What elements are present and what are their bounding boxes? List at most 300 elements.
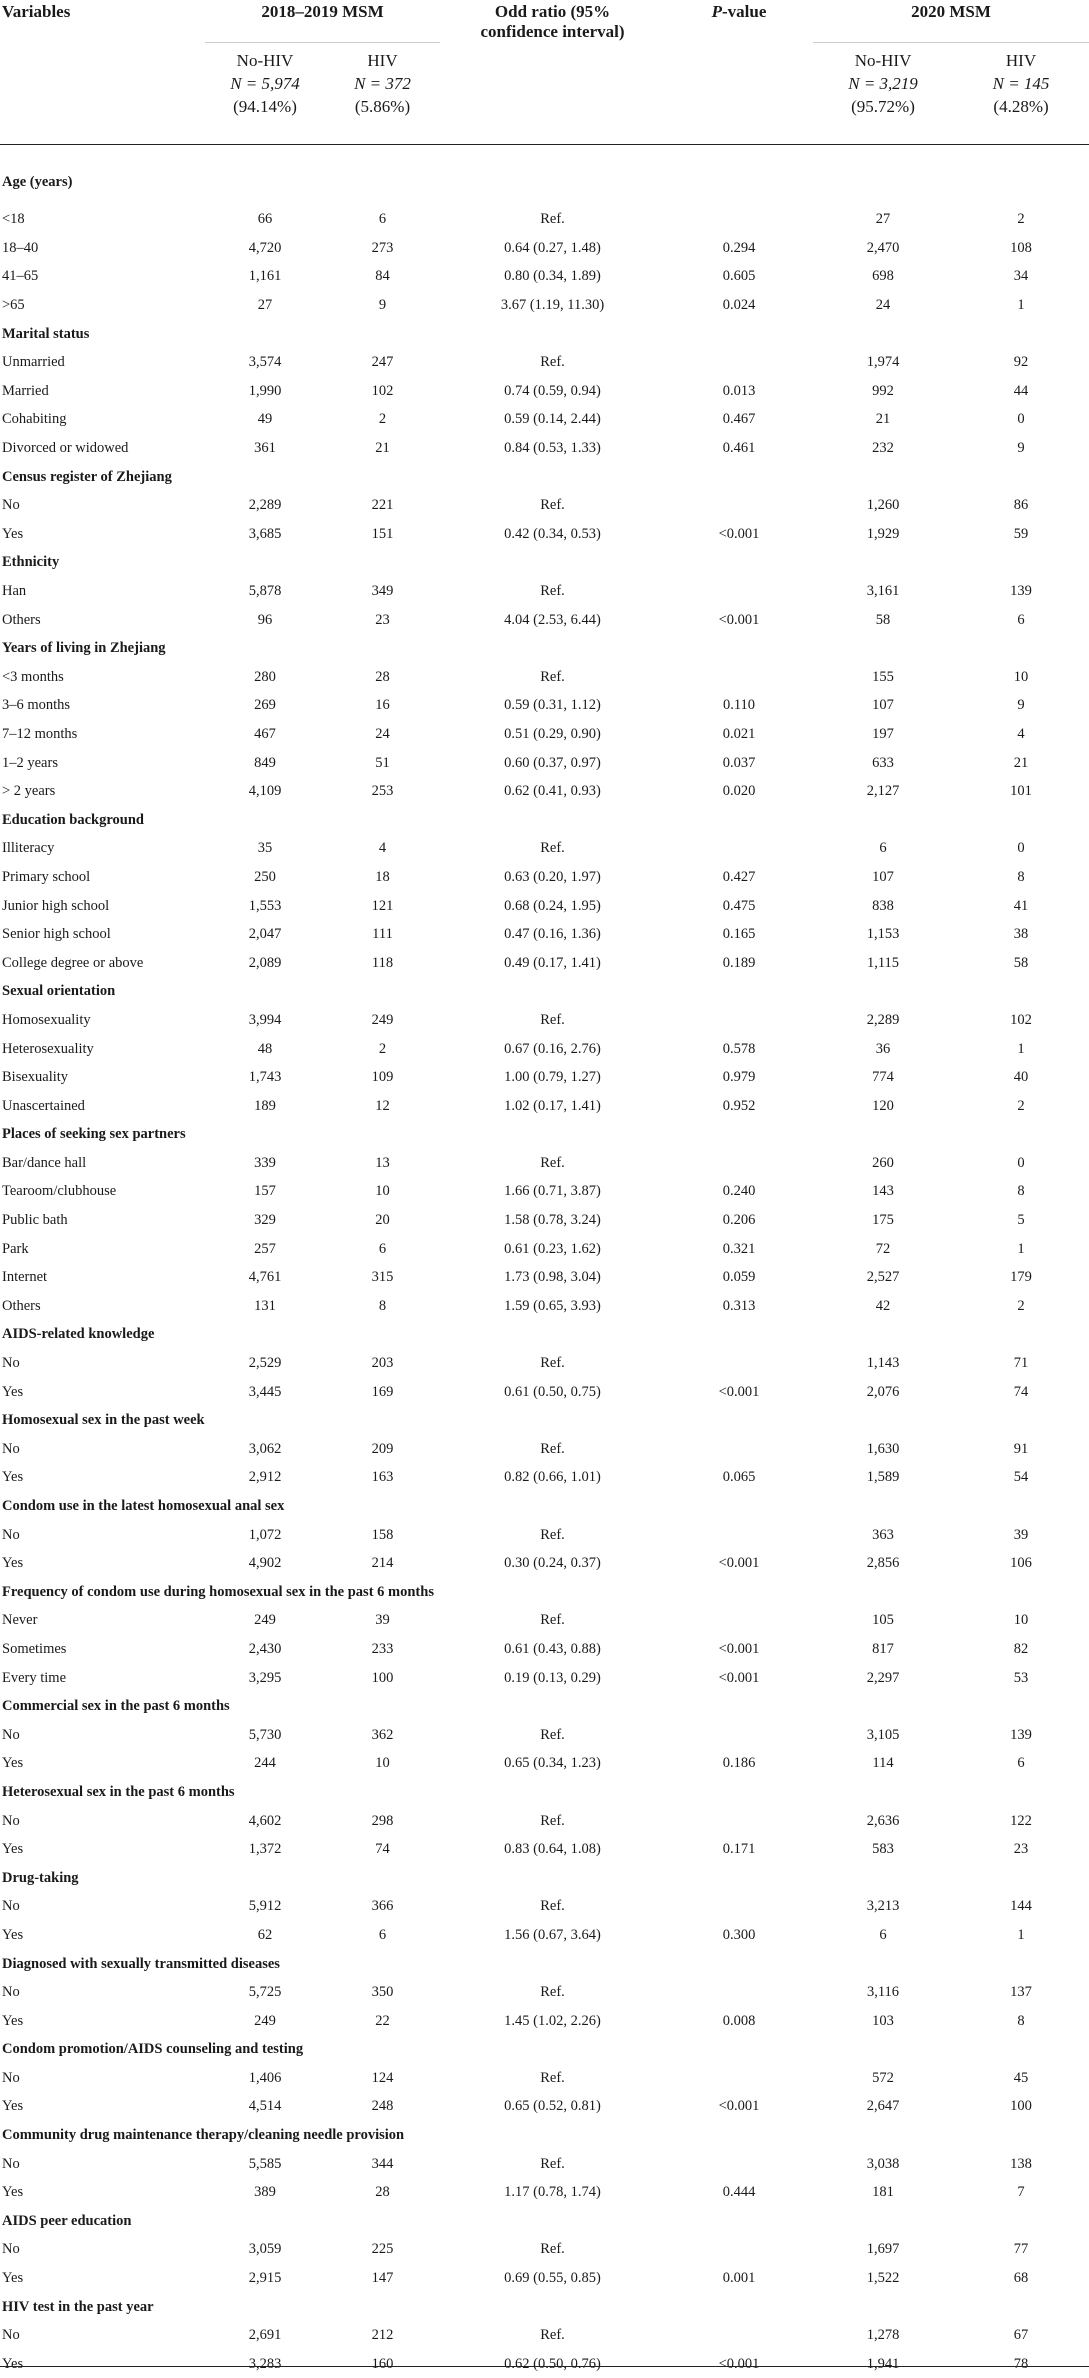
- cell-2020-hiv: 21: [953, 748, 1089, 777]
- section-row: [0, 2207, 1089, 2236]
- cell-2020-hiv: 23: [953, 1835, 1089, 1864]
- cell-2020-hiv: 144: [953, 1892, 1089, 1921]
- section-label: Community drug maintenance therapy/cleaning needle provision: [0, 2121, 1089, 2150]
- cell-p-value: <0.001: [665, 520, 813, 549]
- cell-odd-ratio: Ref.: [440, 1892, 665, 1921]
- cell-2018-hiv: 124: [325, 2064, 440, 2093]
- cell-p-value: 0.171: [665, 1835, 813, 1864]
- section-label: Age (years): [0, 145, 1089, 206]
- cell-2018-hiv: 2: [325, 405, 440, 434]
- row-label: Public bath: [0, 1206, 205, 1235]
- cell-2018-hiv: 315: [325, 1263, 440, 1292]
- table-row: [0, 2092, 1089, 2121]
- cell-2020-hiv: 1: [953, 291, 1089, 320]
- table-row: [0, 891, 1089, 920]
- row-label: No: [0, 2149, 205, 2178]
- cell-p-value: 0.979: [665, 1063, 813, 1092]
- cell-2018-no-hiv: 849: [205, 748, 325, 777]
- cell-odd-ratio: Ref.: [440, 348, 665, 377]
- cell-2018-hiv: 350: [325, 1978, 440, 2007]
- row-label: Junior high school: [0, 891, 205, 920]
- cell-2020-hiv: 38: [953, 920, 1089, 949]
- cell-2020-hiv: 8: [953, 863, 1089, 892]
- cell-2018-no-hiv: 361: [205, 434, 325, 463]
- cell-2020-hiv: 100: [953, 2092, 1089, 2121]
- section-row: [0, 1578, 1089, 1607]
- cell-2018-no-hiv: 2,047: [205, 920, 325, 949]
- section-label: Homosexual sex in the past week: [0, 1406, 1089, 1435]
- table-row: [0, 1749, 1089, 1778]
- table-row: [0, 863, 1089, 892]
- cell-p-value: 0.475: [665, 891, 813, 920]
- section-label: Commercial sex in the past 6 months: [0, 1692, 1089, 1721]
- cell-p-value: 0.467: [665, 405, 813, 434]
- subheader-label: HIV: [325, 49, 440, 72]
- cell-2018-no-hiv: 1,990: [205, 377, 325, 406]
- cell-p-value: <0.001: [665, 2350, 813, 2378]
- cell-2018-hiv: 249: [325, 1006, 440, 1035]
- subheader-2020-hiv: [953, 43, 1089, 145]
- cell-p-value: [665, 1978, 813, 2007]
- cell-2018-no-hiv: 2,691: [205, 2321, 325, 2350]
- cell-odd-ratio: 0.60 (0.37, 0.97): [440, 748, 665, 777]
- cell-2020-hiv: 2: [953, 205, 1089, 234]
- cell-2018-hiv: 366: [325, 1892, 440, 1921]
- row-label: Park: [0, 1234, 205, 1263]
- table-row: [0, 2350, 1089, 2378]
- section-label: Condom promotion/AIDS counseling and testing: [0, 2035, 1089, 2064]
- cell-p-value: [665, 1806, 813, 1835]
- row-label: Yes: [0, 1835, 205, 1864]
- row-label: No: [0, 1520, 205, 1549]
- table-row: [0, 1091, 1089, 1120]
- row-label: College degree or above: [0, 948, 205, 977]
- cell-2020-no-hiv: 2,289: [813, 1006, 953, 1035]
- cell-2018-hiv: 212: [325, 2321, 440, 2350]
- table-row: [0, 1606, 1089, 1635]
- cell-2020-no-hiv: 42: [813, 1292, 953, 1321]
- cell-2018-no-hiv: 3,445: [205, 1377, 325, 1406]
- cell-2020-no-hiv: 107: [813, 691, 953, 720]
- section-label: Census register of Zhejiang: [0, 462, 1089, 491]
- row-label: Senior high school: [0, 920, 205, 949]
- cell-2018-hiv: 6: [325, 1921, 440, 1950]
- table-bottom-rule: [0, 2366, 1089, 2367]
- cell-odd-ratio: 0.61 (0.23, 1.62): [440, 1234, 665, 1263]
- table-row: [0, 2178, 1089, 2207]
- cell-p-value: 0.578: [665, 1034, 813, 1063]
- cell-p-value: 0.240: [665, 1177, 813, 1206]
- cell-2018-hiv: 9: [325, 291, 440, 320]
- table-row: [0, 434, 1089, 463]
- cell-p-value: [665, 1606, 813, 1635]
- cell-2020-hiv: 8: [953, 2006, 1089, 2035]
- table-row: [0, 1720, 1089, 1749]
- cell-2020-hiv: 54: [953, 1463, 1089, 1492]
- subheader-label: No-HIV: [813, 49, 953, 72]
- cell-2018-no-hiv: 249: [205, 1606, 325, 1635]
- cell-2020-no-hiv: 105: [813, 1606, 953, 1635]
- row-label: Heterosexuality: [0, 1034, 205, 1063]
- cell-odd-ratio: 0.19 (0.13, 0.29): [440, 1663, 665, 1692]
- cell-2018-no-hiv: 3,994: [205, 1006, 325, 1035]
- cell-2018-no-hiv: 27: [205, 291, 325, 320]
- cell-2020-no-hiv: 1,522: [813, 2264, 953, 2293]
- row-label: No: [0, 1435, 205, 1464]
- cell-2020-hiv: 41: [953, 891, 1089, 920]
- cell-odd-ratio: 0.51 (0.29, 0.90): [440, 720, 665, 749]
- cell-2020-hiv: 58: [953, 948, 1089, 977]
- cell-2018-no-hiv: 1,372: [205, 1835, 325, 1864]
- section-row: [0, 1778, 1089, 1807]
- row-label: Others: [0, 605, 205, 634]
- cell-odd-ratio: 0.74 (0.59, 0.94): [440, 377, 665, 406]
- subheader-n: N = 3,219: [813, 72, 953, 95]
- cell-p-value: 0.952: [665, 1091, 813, 1120]
- cell-odd-ratio: 1.56 (0.67, 3.64): [440, 1921, 665, 1950]
- section-row: [0, 1692, 1089, 1721]
- cell-2020-no-hiv: 143: [813, 1177, 953, 1206]
- cell-p-value: [665, 2321, 813, 2350]
- cell-2018-no-hiv: 2,089: [205, 948, 325, 977]
- cell-2018-hiv: 6: [325, 205, 440, 234]
- cell-2018-hiv: 28: [325, 663, 440, 692]
- cell-p-value: [665, 663, 813, 692]
- cell-2020-hiv: 1: [953, 1921, 1089, 1950]
- header-2020-msm: 2020 MSM: [813, 0, 1089, 43]
- cell-2020-no-hiv: 3,161: [813, 577, 953, 606]
- cell-2020-hiv: 59: [953, 520, 1089, 549]
- cell-odd-ratio: 0.30 (0.24, 0.37): [440, 1549, 665, 1578]
- cell-odd-ratio: 0.59 (0.14, 2.44): [440, 405, 665, 434]
- table-row: [0, 2235, 1089, 2264]
- cell-odd-ratio: 0.42 (0.34, 0.53): [440, 520, 665, 549]
- cell-2020-no-hiv: 24: [813, 291, 953, 320]
- cell-p-value: 0.059: [665, 1263, 813, 1292]
- cell-2018-no-hiv: 389: [205, 2178, 325, 2207]
- cell-odd-ratio: 1.02 (0.17, 1.41): [440, 1091, 665, 1120]
- cell-p-value: [665, 1720, 813, 1749]
- row-label: Yes: [0, 2092, 205, 2121]
- cell-2020-no-hiv: 583: [813, 1835, 953, 1864]
- cell-2018-hiv: 100: [325, 1663, 440, 1692]
- cell-p-value: <0.001: [665, 1663, 813, 1692]
- cell-2020-no-hiv: 107: [813, 863, 953, 892]
- cell-p-value: [665, 1520, 813, 1549]
- cell-2018-no-hiv: 249: [205, 2006, 325, 2035]
- cell-odd-ratio: 0.65 (0.34, 1.23): [440, 1749, 665, 1778]
- cell-2018-hiv: 24: [325, 720, 440, 749]
- cell-p-value: <0.001: [665, 2092, 813, 2121]
- table-row: [0, 1635, 1089, 1664]
- cell-odd-ratio: Ref.: [440, 1806, 665, 1835]
- cell-2018-hiv: 6: [325, 1234, 440, 1263]
- cell-2018-hiv: 121: [325, 891, 440, 920]
- cell-2020-no-hiv: 175: [813, 1206, 953, 1235]
- row-label: Tearoom/clubhouse: [0, 1177, 205, 1206]
- section-row: [0, 548, 1089, 577]
- cell-2020-no-hiv: 232: [813, 434, 953, 463]
- row-label: Unmarried: [0, 348, 205, 377]
- row-label: Yes: [0, 1463, 205, 1492]
- cell-p-value: [665, 577, 813, 606]
- row-label: Cohabiting: [0, 405, 205, 434]
- row-label: Bisexuality: [0, 1063, 205, 1092]
- cell-odd-ratio: Ref.: [440, 1720, 665, 1749]
- cell-2018-hiv: 151: [325, 520, 440, 549]
- cell-2018-no-hiv: 5,912: [205, 1892, 325, 1921]
- cell-2020-hiv: 9: [953, 691, 1089, 720]
- cell-2018-hiv: 118: [325, 948, 440, 977]
- section-label: Years of living in Zhejiang: [0, 634, 1089, 663]
- cell-odd-ratio: 0.49 (0.17, 1.41): [440, 948, 665, 977]
- row-label: 41–65: [0, 262, 205, 291]
- cell-p-value: [665, 2064, 813, 2093]
- cell-2020-hiv: 67: [953, 2321, 1089, 2350]
- cell-odd-ratio: 0.80 (0.34, 1.89): [440, 262, 665, 291]
- section-row: [0, 1406, 1089, 1435]
- cell-2020-no-hiv: 114: [813, 1749, 953, 1778]
- header-odd-ratio: [440, 0, 665, 145]
- cell-2020-no-hiv: 120: [813, 1091, 953, 1120]
- cell-2020-no-hiv: 3,116: [813, 1978, 953, 2007]
- cell-2020-hiv: 92: [953, 348, 1089, 377]
- cell-2018-hiv: 84: [325, 262, 440, 291]
- section-label: Education background: [0, 805, 1089, 834]
- cell-2018-hiv: 10: [325, 1749, 440, 1778]
- cell-2018-hiv: 160: [325, 2350, 440, 2378]
- subheader-2018-hiv: [325, 43, 440, 145]
- table-row: [0, 520, 1089, 549]
- cell-p-value: 0.020: [665, 777, 813, 806]
- cell-2020-hiv: 39: [953, 1520, 1089, 1549]
- cell-odd-ratio: 0.69 (0.55, 0.85): [440, 2264, 665, 2293]
- cell-p-value: 0.001: [665, 2264, 813, 2293]
- cell-2018-no-hiv: 66: [205, 205, 325, 234]
- subheader-n: N = 5,974: [205, 72, 325, 95]
- cell-2020-no-hiv: 1,630: [813, 1435, 953, 1464]
- cell-2018-no-hiv: 280: [205, 663, 325, 692]
- section-label: Sexual orientation: [0, 977, 1089, 1006]
- row-label: No: [0, 2235, 205, 2264]
- table-row: [0, 1463, 1089, 1492]
- cell-p-value: [665, 205, 813, 234]
- cell-odd-ratio: 0.62 (0.41, 0.93): [440, 777, 665, 806]
- section-row: [0, 805, 1089, 834]
- cell-2018-hiv: 28: [325, 2178, 440, 2207]
- row-label: No: [0, 1978, 205, 2007]
- section-row: [0, 1120, 1089, 1149]
- cell-2018-hiv: 362: [325, 1720, 440, 1749]
- cell-2018-hiv: 273: [325, 234, 440, 263]
- cell-2020-no-hiv: 1,278: [813, 2321, 953, 2350]
- cell-2020-hiv: 53: [953, 1663, 1089, 1692]
- cell-2018-hiv: 247: [325, 348, 440, 377]
- cell-2018-no-hiv: 131: [205, 1292, 325, 1321]
- cell-2018-hiv: 102: [325, 377, 440, 406]
- table-row: [0, 1206, 1089, 1235]
- table-row: [0, 920, 1089, 949]
- cell-p-value: 0.461: [665, 434, 813, 463]
- section-label: HIV test in the past year: [0, 2292, 1089, 2321]
- cell-2020-hiv: 6: [953, 605, 1089, 634]
- row-label: Yes: [0, 2006, 205, 2035]
- row-label: Divorced or widowed: [0, 434, 205, 463]
- section-row: [0, 1320, 1089, 1349]
- cell-p-value: <0.001: [665, 1549, 813, 1578]
- row-label: 7–12 months: [0, 720, 205, 749]
- cell-p-value: [665, 2235, 813, 2264]
- section-label: Marital status: [0, 319, 1089, 348]
- cell-2018-no-hiv: 157: [205, 1177, 325, 1206]
- section-row: [0, 319, 1089, 348]
- table-row: [0, 1435, 1089, 1464]
- cell-odd-ratio: Ref.: [440, 1435, 665, 1464]
- row-label: Internet: [0, 1263, 205, 1292]
- cell-2018-no-hiv: 4,720: [205, 234, 325, 263]
- cell-odd-ratio: 0.62 (0.50, 0.76): [440, 2350, 665, 2378]
- table-row: [0, 291, 1089, 320]
- cell-2018-hiv: 12: [325, 1091, 440, 1120]
- row-label: 18–40: [0, 234, 205, 263]
- cell-p-value: 0.186: [665, 1749, 813, 1778]
- subheader-2020-no-hiv: [813, 43, 953, 145]
- row-label: > 2 years: [0, 777, 205, 806]
- cell-p-value: 0.300: [665, 1921, 813, 1950]
- row-label: Yes: [0, 2264, 205, 2293]
- section-row: [0, 977, 1089, 1006]
- subheader-2018-no-hiv: [205, 43, 325, 145]
- table-row: [0, 663, 1089, 692]
- cell-2020-no-hiv: 3,105: [813, 1720, 953, 1749]
- cell-2020-no-hiv: 1,974: [813, 348, 953, 377]
- table-row: [0, 834, 1089, 863]
- cell-2018-hiv: 21: [325, 434, 440, 463]
- row-label: Bar/dance hall: [0, 1149, 205, 1178]
- table-row: [0, 1006, 1089, 1035]
- row-label: Han: [0, 577, 205, 606]
- section-label: AIDS peer education: [0, 2207, 1089, 2236]
- cell-2018-no-hiv: 257: [205, 1234, 325, 1263]
- row-label: No: [0, 491, 205, 520]
- cell-p-value: 0.024: [665, 291, 813, 320]
- cell-odd-ratio: 0.82 (0.66, 1.01): [440, 1463, 665, 1492]
- cell-2020-hiv: 44: [953, 377, 1089, 406]
- section-row: [0, 462, 1089, 491]
- cell-2020-no-hiv: 181: [813, 2178, 953, 2207]
- cell-2018-no-hiv: 339: [205, 1149, 325, 1178]
- cell-2018-hiv: 20: [325, 1206, 440, 1235]
- cell-2020-hiv: 179: [953, 1263, 1089, 1292]
- cell-2020-hiv: 71: [953, 1349, 1089, 1378]
- cell-2020-hiv: 5: [953, 1206, 1089, 1235]
- cell-2018-no-hiv: 250: [205, 863, 325, 892]
- table-row: [0, 1349, 1089, 1378]
- row-label: Never: [0, 1606, 205, 1635]
- cell-2018-no-hiv: 1,072: [205, 1520, 325, 1549]
- cell-2020-hiv: 2: [953, 1091, 1089, 1120]
- table-row: [0, 234, 1089, 263]
- section-row: [0, 634, 1089, 663]
- cell-2020-hiv: 9: [953, 434, 1089, 463]
- section-label: Places of seeking sex partners: [0, 1120, 1089, 1149]
- cell-2018-hiv: 2: [325, 1034, 440, 1063]
- cell-2020-hiv: 10: [953, 1606, 1089, 1635]
- table-row: [0, 262, 1089, 291]
- cell-odd-ratio: 0.68 (0.24, 1.95): [440, 891, 665, 920]
- table-row: [0, 1978, 1089, 2007]
- cell-2020-no-hiv: 633: [813, 748, 953, 777]
- cell-2020-no-hiv: 58: [813, 605, 953, 634]
- cell-odd-ratio: 4.04 (2.53, 6.44): [440, 605, 665, 634]
- cell-2018-hiv: 16: [325, 691, 440, 720]
- cell-2018-hiv: 147: [325, 2264, 440, 2293]
- cell-2020-no-hiv: 774: [813, 1063, 953, 1092]
- cell-odd-ratio: Ref.: [440, 1349, 665, 1378]
- cell-odd-ratio: Ref.: [440, 663, 665, 692]
- cell-2018-no-hiv: 329: [205, 1206, 325, 1235]
- cell-2020-no-hiv: 3,038: [813, 2149, 953, 2178]
- cell-p-value: 0.065: [665, 1463, 813, 1492]
- cell-odd-ratio: Ref.: [440, 1606, 665, 1635]
- table-row: [0, 1377, 1089, 1406]
- table-row: [0, 1034, 1089, 1063]
- cell-2018-no-hiv: 1,406: [205, 2064, 325, 2093]
- cell-2020-hiv: 2: [953, 1292, 1089, 1321]
- row-label: No: [0, 2064, 205, 2093]
- cell-2020-no-hiv: 1,143: [813, 1349, 953, 1378]
- cell-2018-no-hiv: 4,602: [205, 1806, 325, 1835]
- cell-odd-ratio: 0.83 (0.64, 1.08): [440, 1835, 665, 1864]
- cell-2020-hiv: 139: [953, 1720, 1089, 1749]
- section-label: Diagnosed with sexually transmitted diseases: [0, 1949, 1089, 1978]
- cell-2018-hiv: 51: [325, 748, 440, 777]
- cell-2020-hiv: 102: [953, 1006, 1089, 1035]
- cell-2018-no-hiv: 3,685: [205, 520, 325, 549]
- row-label: Yes: [0, 2178, 205, 2207]
- table-row: [0, 1149, 1089, 1178]
- cell-p-value: 0.008: [665, 2006, 813, 2035]
- table-row: [0, 1177, 1089, 1206]
- cell-odd-ratio: Ref.: [440, 1006, 665, 1035]
- cell-odd-ratio: 0.84 (0.53, 1.33): [440, 434, 665, 463]
- table-row: [0, 2064, 1089, 2093]
- cell-2018-no-hiv: 3,062: [205, 1435, 325, 1464]
- row-label: Yes: [0, 1921, 205, 1950]
- cell-p-value: 0.444: [665, 2178, 813, 2207]
- cell-odd-ratio: 1.59 (0.65, 3.93): [440, 1292, 665, 1321]
- cell-odd-ratio: 0.67 (0.16, 2.76): [440, 1034, 665, 1063]
- row-label: Every time: [0, 1663, 205, 1692]
- cell-2020-hiv: 6: [953, 1749, 1089, 1778]
- header-odd-ratio-line2: confidence interval): [440, 22, 665, 42]
- cell-2018-hiv: 221: [325, 491, 440, 520]
- cell-2018-hiv: 158: [325, 1520, 440, 1549]
- row-label: Married: [0, 377, 205, 406]
- row-label: No: [0, 1806, 205, 1835]
- cell-2018-hiv: 163: [325, 1463, 440, 1492]
- table-row: [0, 577, 1089, 606]
- cell-p-value: 0.037: [665, 748, 813, 777]
- section-label: Condom use in the latest homosexual anal sex: [0, 1492, 1089, 1521]
- header-2018-2019-msm: 2018–2019 MSM: [205, 0, 440, 43]
- cell-2018-no-hiv: 48: [205, 1034, 325, 1063]
- cell-2018-hiv: 169: [325, 1377, 440, 1406]
- cell-p-value: 0.313: [665, 1292, 813, 1321]
- cell-2020-hiv: 7: [953, 2178, 1089, 2207]
- cell-2018-hiv: 349: [325, 577, 440, 606]
- cell-2020-no-hiv: 992: [813, 377, 953, 406]
